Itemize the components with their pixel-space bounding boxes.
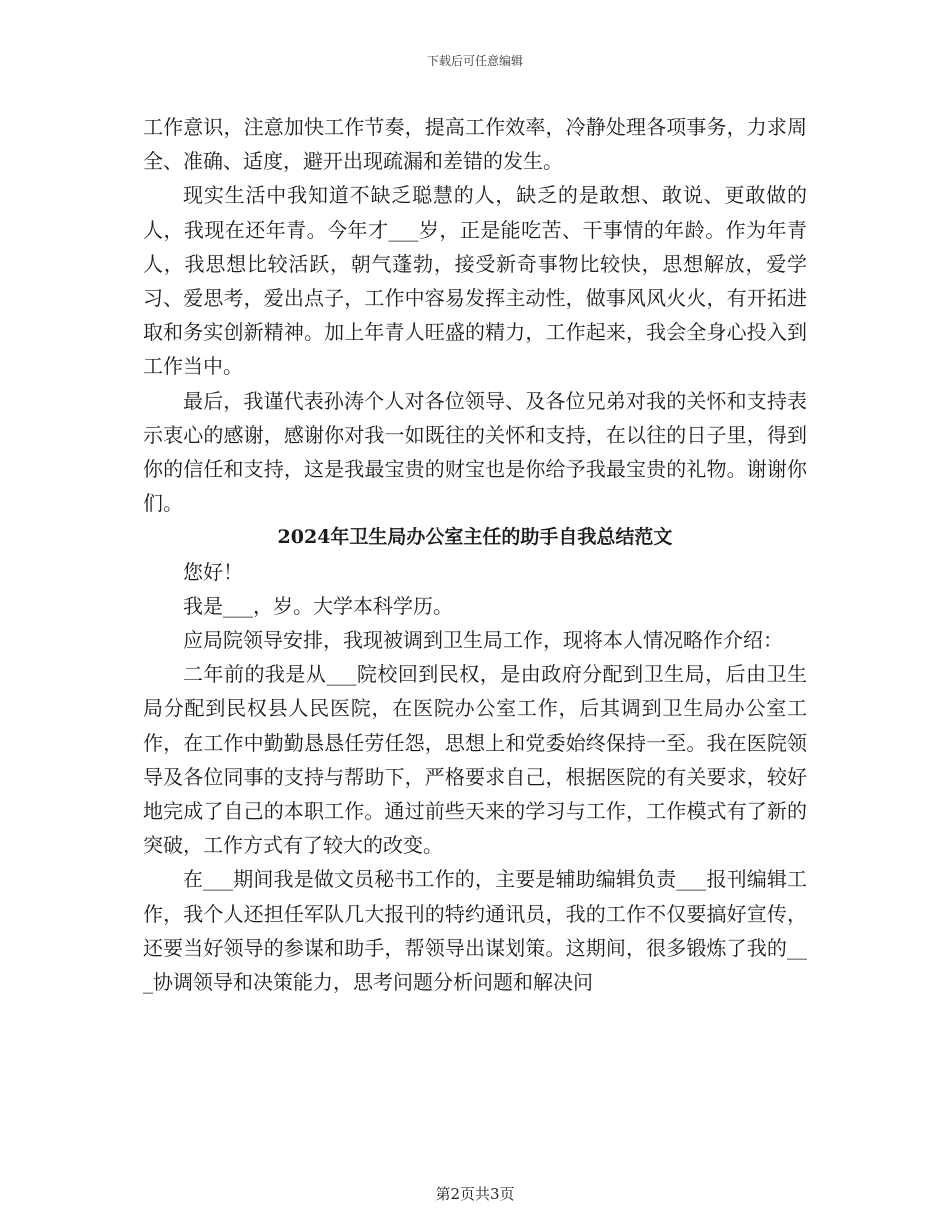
paragraph: 现实生活中我知道不缺乏聪慧的人，缺乏的是敢想、敢说、更敢做的人，我现在还年青。今年才___岁，正是能吃苦、干事情的年龄。作为年青人，我思想比较活跃，朝气蓬勃，接受新奇事物比较快，思想解放，爱学习、爱思考，爱出点子，工作中容易发挥主动性，做事风风火火，有开拓进取和务实创新精神。加上年青人旺盛的精力，工作起来，我会全身心投入到工作当中。 — [143, 183, 807, 379]
paragraph: 最后，我谨代表孙涛个人对各位领导、及各位兄弟对我的关怀和支持表示衷心的感谢，感谢你对我一如既往的关怀和支持，在以往的日子里，得到你的信任和支持，这是我最宝贵的财宝也是你给予我最宝贵的礼物。谢谢你们。 — [143, 388, 807, 516]
paragraph: 二年前的我是从___院校回到民权，是由政府分配到卫生局，后由卫生局分配到民权县人民医院，在医院办公室工作，后其调到卫生局办公室工作，在工作中勤勤恳恳任劳任怨，思想上和党委始终保持一至。我在医院领导及各位同事的支持与帮助下，严格要求自己，根据医院的有关要求，较好地完成了自己的本职工作。通过前些天来的学习与工作，工作模式有了新的突破，工作方式有了较大的改变。 — [143, 662, 807, 858]
document-body — [143, 110, 807, 999]
paragraph: 应局院领导安排，我现被调到卫生局工作，现将本人情况略作介绍： — [183, 628, 783, 653]
page-header-note: 下载后可任意编辑 — [426, 54, 523, 68]
section-title: 2024年卫生局办公室主任的助手自我总结范文 — [277, 526, 673, 549]
paragraph: 我是___，岁。大学本科学历。 — [183, 593, 453, 618]
page-number: 第2页共3页 — [435, 1185, 515, 1203]
paragraph: 在___期间我是做文员秘书工作的，主要是辅助编辑负责___报刊编辑工作，我个人还担任军队几大报刊的特约通讯员，我的工作不仅要搞好宣传，还要当好领导的参谋和助手，帮领导出谋划策。这期间，很多锻炼了我的___协调领导和决策能力，思考问题分析问题和解决问 — [143, 867, 807, 995]
paragraph: 您好！ — [183, 559, 243, 584]
paragraph: 工作意识，注意加快工作节奏，提高工作效率，冷静处理各项事务，力求周全、准确、适度，避开出现疏漏和差错的发生。 — [143, 115, 807, 174]
